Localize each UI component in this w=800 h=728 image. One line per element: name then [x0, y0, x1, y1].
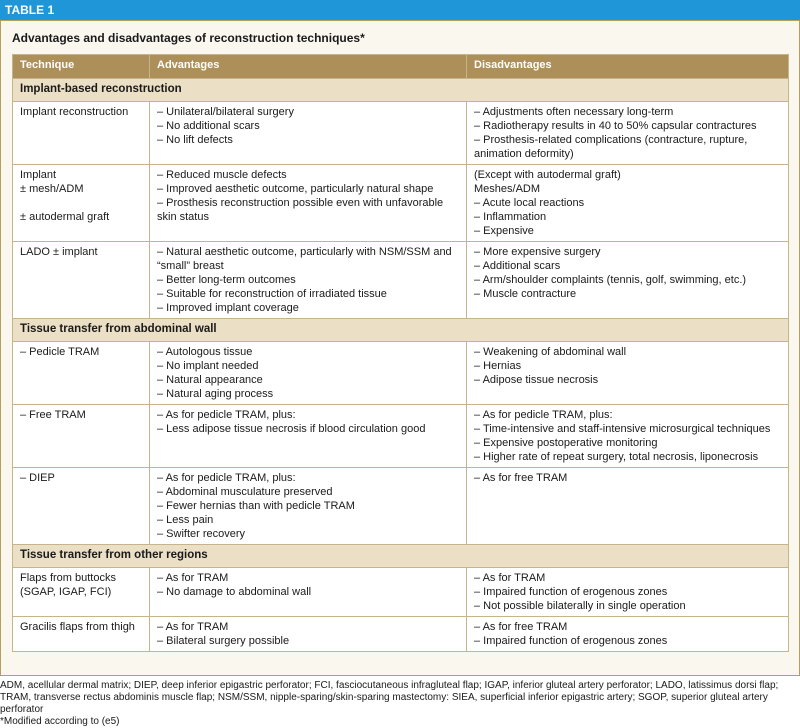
- disadvantages-cell-line: – Prosthesis-related complications (contracture, rupture,: [474, 134, 748, 146]
- disadvantages-cell-line: – Acute local reactions: [474, 197, 585, 209]
- advantages-cell: [150, 617, 467, 652]
- footnotes: [0, 680, 800, 728]
- disadvantages-cell-line: – As for free TRAM: [474, 472, 568, 484]
- advantages-cell-line: – No damage to abdominal wall: [157, 586, 312, 598]
- technique-cell: [13, 102, 150, 165]
- disadvantages-cell: [467, 617, 789, 652]
- advantages-cell-line: skin status: [157, 211, 209, 223]
- advantages-cell-line: – As for TRAM: [157, 572, 229, 584]
- advantages-cell: [150, 102, 467, 165]
- table-row: [13, 405, 789, 468]
- disadvantages-cell-line: animation deformity): [474, 148, 574, 160]
- disadvantages-cell-line: – As for pedicle TRAM, plus:: [474, 409, 613, 421]
- disadvantages-cell-line: – Higher rate of repeat surgery, total necrosis, liponecrosis: [474, 451, 759, 463]
- advantages-cell-line: – Better long-term outcomes: [157, 274, 296, 286]
- footnote-line: ADM, acellular dermal matrix; DIEP, deep inferior epigastric perforator; FCI, fasciocutaneous infragluteal flap; IGAP, inferior gluteal artery perforator; LADO, latissimus dorsi flap;: [0, 680, 779, 691]
- header-technique: Technique: [13, 55, 150, 79]
- technique-cell: [13, 165, 150, 242]
- advantages-cell-line: – Improved implant coverage: [157, 302, 299, 314]
- advantages-cell-line: – Suitable for reconstruction of irradiated tissue: [157, 288, 387, 300]
- advantages-cell-line: – No additional scars: [157, 120, 260, 132]
- section-title: Tissue transfer from other regions: [13, 545, 789, 568]
- disadvantages-cell-line: Meshes/ADM: [474, 183, 541, 195]
- table-row: [13, 102, 789, 165]
- technique-cell-line: (SGAP, IGAP, FCI): [20, 586, 112, 598]
- disadvantages-cell-line: – Adjustments often necessary long-term: [474, 106, 674, 118]
- header-advantages: Advantages: [150, 55, 467, 79]
- advantages-cell-line: – Natural aesthetic outcome, particularly with NSM/SSM and: [157, 246, 452, 258]
- footnote-line: *Modified according to (e5): [0, 716, 120, 727]
- technique-cell: [13, 617, 150, 652]
- advantages-cell: [150, 242, 467, 319]
- table-row: [13, 468, 789, 545]
- section-header-row: [13, 545, 789, 568]
- technique-cell-line: ± mesh/ADM: [20, 183, 84, 195]
- advantages-cell-line: – Unilateral/bilateral surgery: [157, 106, 294, 118]
- advantages-cell-line: – Swifter recovery: [157, 528, 246, 540]
- disadvantages-cell-line: – Additional scars: [474, 260, 561, 272]
- advantages-cell-line: – Fewer hernias than with pedicle TRAM: [157, 500, 355, 512]
- disadvantages-cell-line: – Radiotherapy results in 40 to 50% capsular contractures: [474, 120, 757, 132]
- advantages-cell-line: – Less adipose tissue necrosis if blood circulation good: [157, 423, 426, 435]
- footnote-line: TRAM, transverse rectus abdominis muscle flap; NSM/SSM, nipple-sparing/skin-sparing mastectomy: SIEA, superficial inferior epigastric artery; SGOP, superior gluteal artery perforator: [0, 692, 768, 715]
- table-row: [13, 242, 789, 319]
- table-row: [13, 568, 789, 617]
- technique-cell-line: LADO ± implant: [20, 246, 98, 258]
- table-caption: Advantages and disadvantages of reconstruction techniques*: [12, 31, 365, 45]
- advantages-cell-line: – Prosthesis reconstruction possible even with unfavorable: [157, 197, 444, 209]
- technique-cell-line: Gracilis flaps from thigh: [20, 621, 135, 633]
- section-header-row: [13, 79, 789, 102]
- disadvantages-cell-line: – As for TRAM: [474, 572, 546, 584]
- disadvantages-cell-line: – Expensive postoperative monitoring: [474, 437, 658, 449]
- technique-cell-line: [20, 196, 145, 210]
- technique-cell: [13, 242, 150, 319]
- disadvantages-cell-line: (Except with autodermal graft): [474, 169, 621, 181]
- disadvantages-cell-line: – Adipose tissue necrosis: [474, 374, 599, 386]
- disadvantages-cell: [467, 102, 789, 165]
- disadvantages-cell: [467, 165, 789, 242]
- advantages-cell-line: – As for pedicle TRAM, plus:: [157, 409, 296, 421]
- technique-cell: [13, 468, 150, 545]
- disadvantages-cell-line: – Inflammation: [474, 211, 547, 223]
- table-panel: [0, 20, 800, 676]
- table-row: [13, 342, 789, 405]
- technique-cell-line: – Pedicle TRAM: [20, 346, 100, 358]
- table-row: [13, 617, 789, 652]
- advantages-cell-line: – Less pain: [157, 514, 214, 526]
- header-row: [13, 55, 789, 79]
- advantages-cell: [150, 568, 467, 617]
- disadvantages-cell-line: – More expensive surgery: [474, 246, 601, 258]
- section-header-row: [13, 319, 789, 342]
- disadvantages-cell: [467, 342, 789, 405]
- table-label: TABLE 1: [0, 0, 800, 20]
- disadvantages-cell: [467, 468, 789, 545]
- disadvantages-cell-line: – Weakening of abdominal wall: [474, 346, 627, 358]
- disadvantages-cell-line: – Impaired function of erogenous zones: [474, 635, 668, 647]
- advantages-cell: [150, 342, 467, 405]
- advantages-cell-line: “small” breast: [157, 260, 224, 272]
- advantages-cell: [150, 165, 467, 242]
- technique-cell: [13, 568, 150, 617]
- disadvantages-cell-line: – As for free TRAM: [474, 621, 568, 633]
- technique-cell-line: – Free TRAM: [20, 409, 86, 421]
- disadvantages-cell-line: – Time-intensive and staff-intensive microsurgical techniques: [474, 423, 771, 435]
- technique-cell-line: – DIEP: [20, 472, 55, 484]
- advantages-cell-line: – Natural appearance: [157, 374, 263, 386]
- technique-cell: [13, 405, 150, 468]
- section-title: Tissue transfer from abdominal wall: [13, 319, 789, 342]
- advantages-cell-line: – As for TRAM: [157, 621, 229, 633]
- disadvantages-cell-line: – Muscle contracture: [474, 288, 577, 300]
- table-body: [13, 79, 789, 652]
- disadvantages-cell-line: – Expensive: [474, 225, 534, 237]
- technique-cell-line: ± autodermal graft: [20, 211, 110, 223]
- advantages-cell: [150, 468, 467, 545]
- advantages-cell: [150, 405, 467, 468]
- advantages-cell-line: – Improved aesthetic outcome, particularly natural shape: [157, 183, 434, 195]
- technique-cell: [13, 342, 150, 405]
- advantages-cell-line: – Autologous tissue: [157, 346, 253, 358]
- disadvantages-cell: [467, 568, 789, 617]
- technique-cell-line: Implant: [20, 169, 57, 181]
- advantages-cell-line: – No implant needed: [157, 360, 259, 372]
- comparison-table: [12, 54, 789, 652]
- disadvantages-cell-line: – Not possible bilaterally in single operation: [474, 600, 686, 612]
- advantages-cell-line: – As for pedicle TRAM, plus:: [157, 472, 296, 484]
- disadvantages-cell-line: – Arm/shoulder complaints (tennis, golf, swimming, etc.): [474, 274, 747, 286]
- disadvantages-cell-line: – Impaired function of erogenous zones: [474, 586, 668, 598]
- disadvantages-cell: [467, 405, 789, 468]
- disadvantages-cell-line: – Hernias: [474, 360, 522, 372]
- technique-cell-line: Implant reconstruction: [20, 106, 129, 118]
- advantages-cell-line: – Reduced muscle defects: [157, 169, 287, 181]
- advantages-cell-line: – Bilateral surgery possible: [157, 635, 290, 647]
- technique-cell-line: Flaps from buttocks: [20, 572, 116, 584]
- advantages-cell-line: – No lift defects: [157, 134, 233, 146]
- header-disadvantages: Disadvantages: [467, 55, 789, 79]
- advantages-cell-line: – Abdominal musculature preserved: [157, 486, 333, 498]
- advantages-cell-line: – Natural aging process: [157, 388, 274, 400]
- table-row: [13, 165, 789, 242]
- section-title: Implant-based reconstruction: [13, 79, 789, 102]
- disadvantages-cell: [467, 242, 789, 319]
